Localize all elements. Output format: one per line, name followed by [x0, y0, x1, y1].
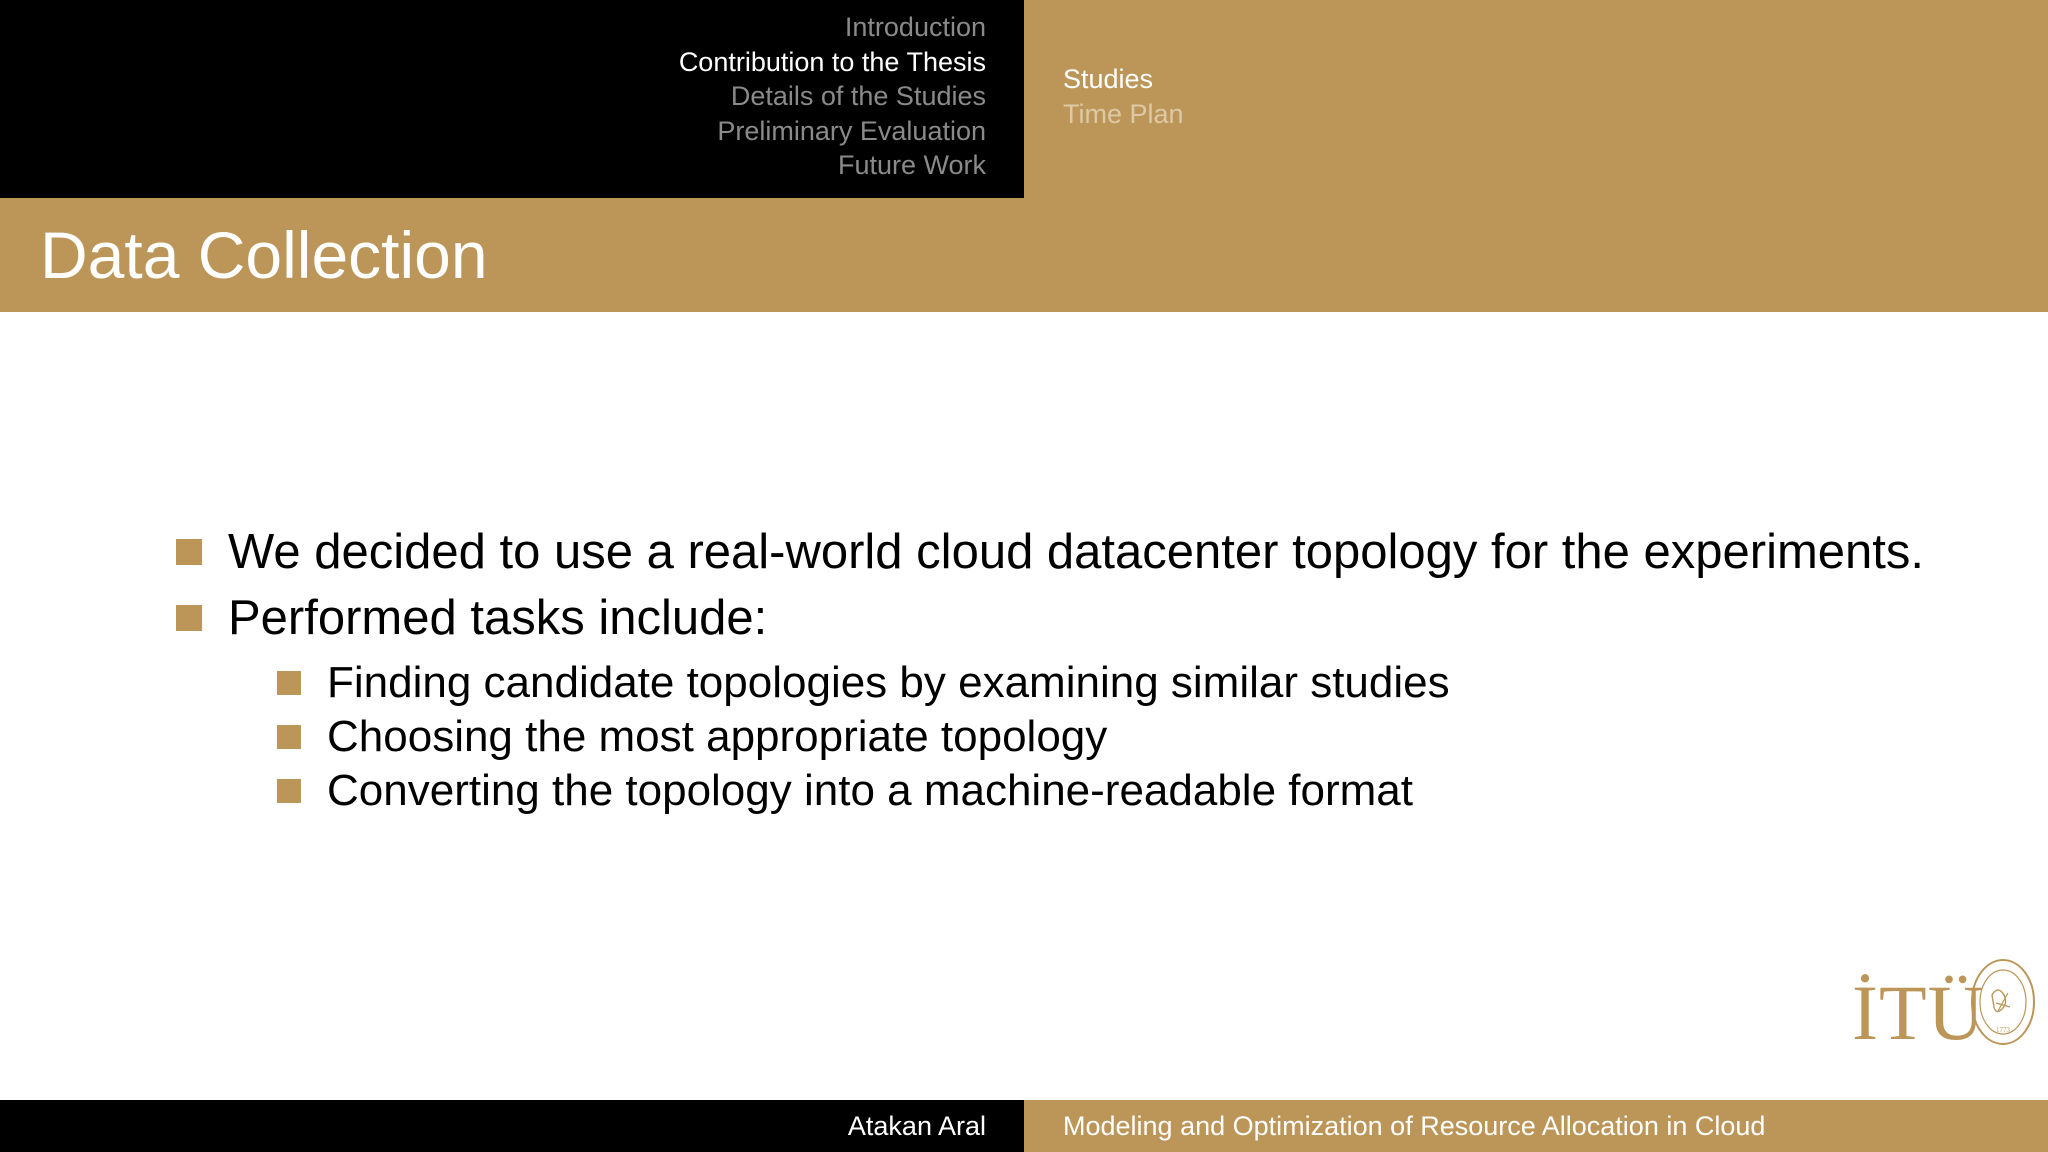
square-bullet-icon: [277, 725, 301, 749]
seal-year: 1773: [1996, 1026, 2010, 1034]
footer-author-bar: [0, 1100, 1024, 1152]
nav-subsection-time-plan[interactable]: Time Plan: [1063, 98, 1184, 129]
square-bullet-icon: [277, 779, 301, 803]
sub-bullet-item: [277, 766, 1413, 816]
bullet-text: We decided to use a real-world cloud datacenter topology for the experiments.: [228, 525, 1925, 579]
bullet-item: [176, 524, 1924, 580]
section-list: [679, 10, 986, 183]
bullet-text: Performed tasks include:: [228, 591, 768, 645]
nav-section-preliminary-evaluation[interactable]: Preliminary Evaluation: [717, 115, 986, 146]
logo-wordmark: İTÜ: [1852, 969, 1985, 1056]
footer-author: Atakan Aral: [847, 1111, 986, 1141]
square-bullet-icon: [176, 539, 202, 565]
subsection-list: [1063, 62, 1184, 131]
sub-bullet-text: Finding candidate topologies by examining similar studies: [327, 658, 1450, 707]
slide-title: Data Collection: [40, 218, 488, 292]
slide-content: [0, 312, 2048, 1100]
nav-section-introduction[interactable]: Introduction: [844, 12, 986, 42]
square-bullet-icon: [176, 605, 202, 631]
square-bullet-icon: [277, 671, 301, 695]
sub-bullet-item: [277, 658, 1450, 708]
bullet-item: [176, 590, 767, 646]
footer-title-bar: [1024, 1100, 2048, 1152]
nav-section-future-work[interactable]: Future Work: [837, 150, 986, 180]
nav-section-contribution-to-the-thesis[interactable]: Contribution to the Thesis: [678, 46, 986, 77]
sub-bullet-text: Choosing the most appropriate topology: [327, 712, 1108, 761]
sub-bullet-item: [277, 712, 1107, 762]
nav-subsection-studies[interactable]: Studies: [1063, 64, 1154, 94]
section-navigation-bar: [0, 0, 1024, 198]
itu-logo: [1852, 950, 2042, 1060]
sub-bullet-text: Converting the topology into a machine-readable format: [327, 766, 1413, 815]
nav-section-details-of-the-studies[interactable]: Details of the Studies: [730, 81, 986, 111]
footer-talk-title: Modeling and Optimization of Resource Allocation in Cloud: [1063, 1111, 1766, 1141]
university-seal-icon: [1968, 955, 2038, 1050]
slide-title-bar: [0, 198, 2048, 312]
subsection-navigation-bar: [1024, 0, 2048, 198]
